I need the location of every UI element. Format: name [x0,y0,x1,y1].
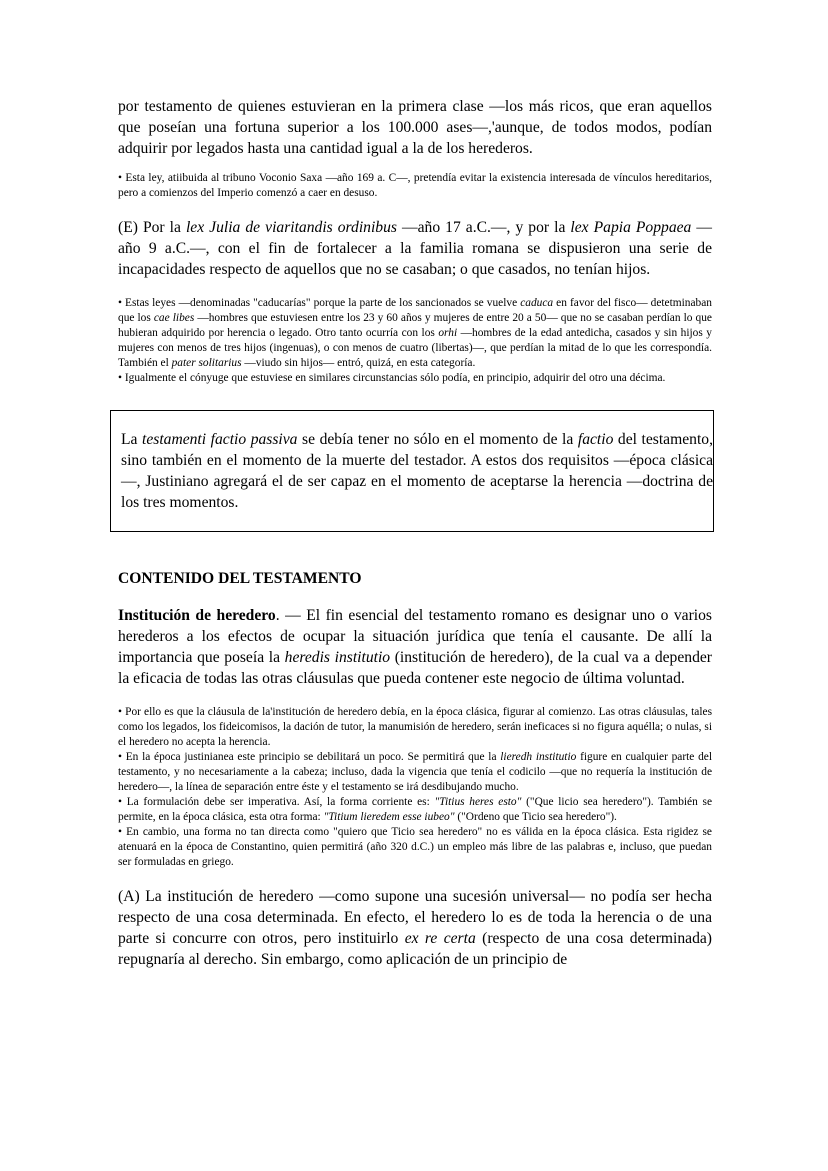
paragraph-primera-clase: por testamento de quienes estuvieran en la primera clase —los más ricos, que eran aquellos que poseían una fortuna superior a los 100.000 ases—,'aunque, de todos modos, podían adquirir por legados hasta una cantidad igual a la de los herederos. [118,98,712,157]
text-run: —año 9 a.C.—, con el fin de fortalecer a la familia romana se dispusieron una serie de incapacidades respecto de aquellos que no se casaban; o que casados, no tenían hijos. [118,219,712,278]
italic-run: lieredh institutio [500,751,577,763]
bold-run: Institución de heredero [118,607,276,624]
page-content [118,96,712,970]
text-run: —hombres que estuviesen entre los 23 y 60 años y mujeres de entre 20 a 50— que no se casaban perdían lo que hubieran adquirido por herencia o legado. Otro tanto ocurría con los [118,312,712,339]
italic-run: lex Papia Poppaea [570,219,692,236]
text-run: (A) La institución de heredero —como supone una sucesión universal— no podía ser hecha respecto de una cosa determinada. En efecto, el heredero lo es de toda la herencia o de una parte si concurre con otros, pero instituirlo [118,888,712,947]
note-forma-directa: • En cambio, una forma no tan directa como "quiero que Ticio sea heredero" no es válida en la época clásica. Esta rigidez se atenuará en la época de Constantino, quien permitirá (año 320 d.C.) un empleo más libre de las palabras e, incluso, que puedan ser formuladas en griego. [118,826,712,868]
italic-run: lex Julia de viaritandis ordinibus [185,219,397,236]
italic-run: pater solitarius [171,357,242,369]
text-run: • Estas leyes —denominadas "caducarías" porque la parte de los sancionados se vuelve [118,297,521,309]
text-run: . — El fin esencial del testamento romano es designar uno o varios herederos a los efectos de ocupar la situación jurídica que tenía el causante. De allí la importancia que poseía la [118,607,712,666]
section-heading: CONTENIDO DEL TESTAMENTO [118,570,362,587]
note-leyes-caducarias [118,296,712,371]
note-clausula: • Por ello es que la cláusula de la'institución de heredero debía, en la época clásica, figurar al comienzo. Las otras cláusulas, tales como los legados, los fideicomisos, la dación de tutor, la manumisión de heredero, serán ineficaces si no figura aquélla; o nulas, si el heredero no acepta la herencia. [118,706,712,748]
boxed-paragraph [121,429,713,513]
text-run: ("Que licio sea heredero"). También se permite, en la época clásica, esta otra forma: [118,796,713,823]
text-run: figure en cualquier parte del testamento, y no necesariamente a la cabeza; incluso, dada la vigencia que tenía el codicilo —que no requería la institución de heredero—, la línea de separación entre éste y el testamento se irá desdibujando mucho. [118,751,713,793]
text-run: La [121,431,142,448]
note-formulacion [118,795,712,825]
paragraph-lex-julia [118,217,712,280]
italic-run: cae libes [153,312,195,324]
text-run: del testamento, sino también en el momento de la muerte del testador. A estos dos requisitos —época clásica—, Justiniano agregará el de ser capaz en el momento de aceptarse la herencia —doctrina de los tres momentos. [121,431,713,511]
text-run: • La formulación debe ser imperativa. Así, la forma corriente es: [118,796,435,808]
text-run: —viudo sin hijos— entró, quizá, en esta categoría. [241,357,476,369]
note-conyuge: • Igualmente el cónyuge que estuviese en similares circunstancias sólo podía, en principio, adquirir del otro una décima. [118,372,666,384]
italic-run: testamenti factio passiva [142,431,298,448]
text-run: • En la época justinianea este principio se debilitará un poco. Se permitirá que la [118,751,501,763]
text-run: (E) Por la [118,219,186,236]
boxed-note [110,410,714,532]
note-ley-voconia: • Esta ley, atiibuida al tribuno Voconio Saxa —año 169 a. C—, pretendía evitar la existencia interesada de vínculos hereditarios, pero a comienzos del Imperio comenzó a caer en desuso. [118,172,712,199]
text-run: se debía tener no sólo en el momento de la [297,431,578,448]
text-run: ("Ordeno que Ticio sea heredero"). [454,811,617,823]
italic-run: factio [577,431,614,448]
italic-run: "Titium lieredem esse iubeo" [323,811,455,823]
italic-run: heredis institutio [284,649,391,666]
paragraph-institucion [118,605,712,689]
text-run: —año 17 a.C.—, y por la [396,219,571,236]
paragraph-cosa-determinada [118,886,712,970]
italic-run: orhi [438,327,458,339]
text-run: en favor del fisco— detetminaban que los [118,297,712,324]
text-run: —hombres de la edad antedicha, casados y sin hijos y mujeres con menos de tres hijos (ingenuas), o con menos de cuatro (libertas)—, que perdían la mitad de lo que les correspondía. También el [118,327,712,369]
italic-run: caduca [520,297,554,309]
text-run: (respecto de una cosa determinada) repugnaría al derecho. Sin embargo, como aplicación de un principio de [118,930,712,968]
text-run: (institución de heredero), de la cual va a depender la eficacia de todas las otras cláusulas que pueda contener este negocio de última voluntad. [118,649,712,687]
italic-run: "Titius heres esto" [434,796,522,808]
italic-run: ex re certa [404,930,476,947]
note-epoca-justinianea [118,750,712,795]
